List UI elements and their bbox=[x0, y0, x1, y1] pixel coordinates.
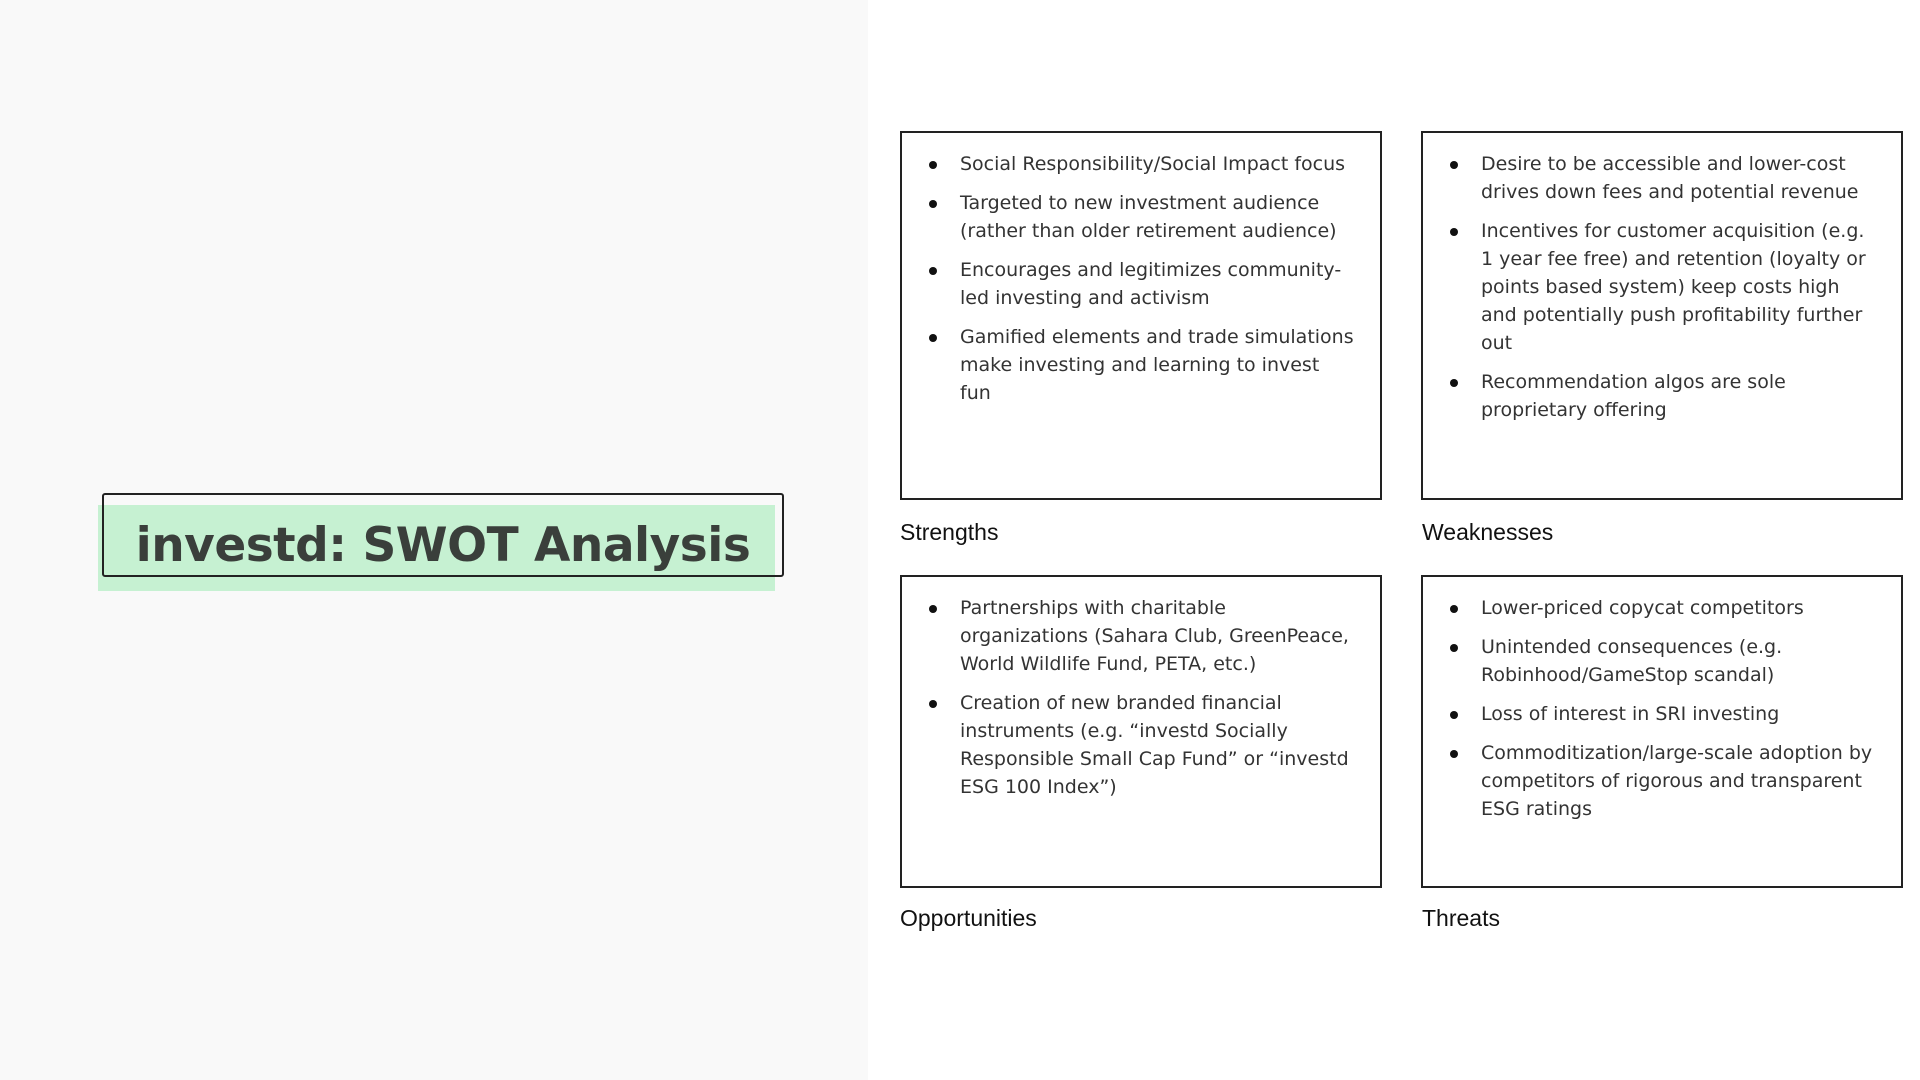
strengths-box bbox=[900, 131, 1382, 500]
weaknesses-item: Recommendation algos are sole proprietary offering bbox=[1423, 368, 1877, 424]
strengths-label: Strengths bbox=[900, 519, 999, 545]
weaknesses-item: Incentives for customer acquisition (e.g. 1 year fee free) and retention (loyalty or points based system) keep costs high and potentially push profitability further out bbox=[1423, 217, 1877, 357]
threats-item: Lower-priced copycat competitors bbox=[1423, 594, 1877, 622]
opportunities-box bbox=[900, 575, 1382, 888]
threats-list bbox=[1423, 594, 1877, 823]
threats-box bbox=[1421, 575, 1903, 888]
threats-item: Loss of interest in SRI investing bbox=[1423, 700, 1877, 728]
slide-title: investd: SWOT Analysis bbox=[135, 518, 751, 573]
threats-label: Threats bbox=[1422, 905, 1500, 931]
strengths-item: Targeted to new investment audience (rather than older retirement audience) bbox=[902, 189, 1356, 245]
strengths-item: Gamified elements and trade simulations make investing and learning to invest fun bbox=[902, 323, 1356, 407]
opportunities-list bbox=[902, 594, 1356, 801]
weaknesses-item: Desire to be accessible and lower-cost drives down fees and potential revenue bbox=[1423, 150, 1877, 206]
threats-item: Commoditization/large-scale adoption by competitors of rigorous and transparent ESG ratings bbox=[1423, 739, 1877, 823]
opportunities-label: Opportunities bbox=[900, 905, 1037, 931]
opportunities-item: Creation of new branded financial instruments (e.g. “investd Socially Responsible Small Cap Fund” or “investd ESG 100 Index”) bbox=[902, 689, 1356, 801]
weaknesses-label: Weaknesses bbox=[1422, 519, 1554, 545]
strengths-item: Social Responsibility/Social Impact focus bbox=[902, 150, 1356, 178]
strengths-item: Encourages and legitimizes community-led investing and activism bbox=[902, 256, 1356, 312]
strengths-list bbox=[902, 150, 1356, 407]
weaknesses-list bbox=[1423, 150, 1877, 424]
opportunities-item: Partnerships with charitable organizations (Sahara Club, GreenPeace, World Wildlife Fund, PETA, etc.) bbox=[902, 594, 1356, 678]
weaknesses-box bbox=[1421, 131, 1903, 500]
threats-item: Unintended consequences (e.g. Robinhood/GameStop scandal) bbox=[1423, 633, 1877, 689]
